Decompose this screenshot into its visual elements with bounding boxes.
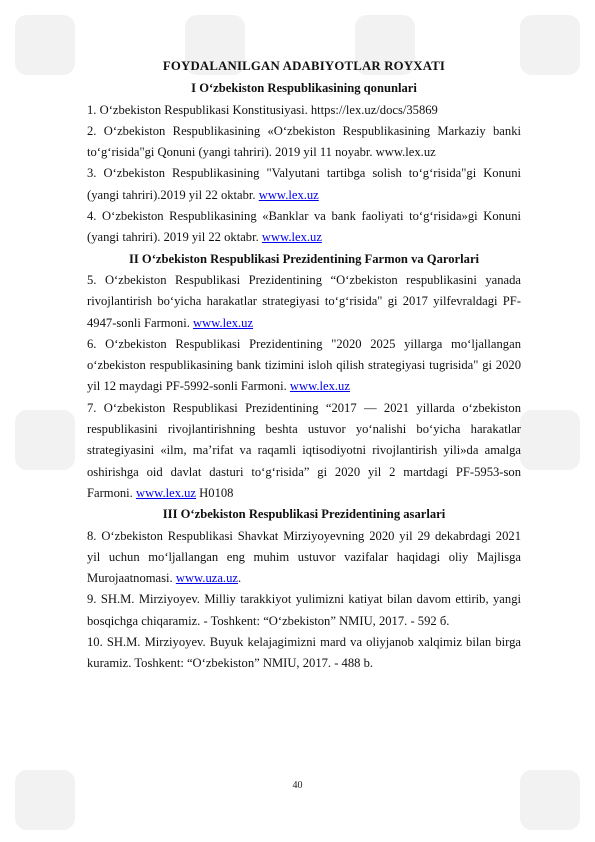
section-heading-laws: I O‘zbekiston Respublikasining qonunlari <box>191 81 417 96</box>
watermark-tile <box>520 15 580 75</box>
reference-item: 9. SH.M. Mirziyoyev. Milliy tarakkiyot yulimizni katiyat bilan davom ettirib, yangi bosqichga chiqaramiz. - Toshkent: “O‘zbekiston” NMIU, 2017. - 592 б. <box>87 592 521 628</box>
watermark-tile <box>520 770 580 830</box>
watermark-tile <box>15 15 75 75</box>
watermark-tile <box>15 410 75 470</box>
references-content <box>87 56 521 675</box>
reference-link[interactable]: www.lex.uz <box>289 379 350 394</box>
page-number: 40 <box>292 780 303 791</box>
reference-item: 1. O‘zbekiston Respublikasi Konstitusiyasi. https://lex.uz/docs/35869 <box>87 102 438 117</box>
reference-item: 8. O‘zbekiston Respublikasi Shavkat Mirziyoyevning 2020 yil 29 dekabrdagi 2021 yil uchun mo‘ljallangan eng muhim ustuvor vazifalar haqidagi oliy Majlisga Murojaatnomasi. www.uza.uz. <box>87 528 521 586</box>
reference-item: 6. O‘zbekiston Respublikasi Prezidentining "2020 2025 yillarga mo‘ljallangan o‘zbekiston respublikasining bank tizimini isloh qilish strategiyasi tugrisida" gi 2020 yil 12 maydagi PF-5992-sonli Farmoni. www.lex.uz <box>87 336 521 394</box>
reference-item: 3. O‘zbekiston Respublikasining "Valyutani tartibga solish to‘g‘risida"gi Konuni (yangi tahriri).2019 yil 22 oktabr. www.lex.uz <box>87 166 521 202</box>
watermark-tile <box>520 410 580 470</box>
reference-link[interactable]: www.lex.uz <box>193 315 254 330</box>
reference-link[interactable]: www.lex.uz <box>258 187 319 202</box>
reference-item: 7. O‘zbekiston Respublikasi Prezidentining “2017 — 2021 yillarda o‘zbekiston respublikasini rivojlantirishning beshta ustuvor yo‘nalishi bo‘yicha harakatlar strategiyasini «ilm, ma’rifat va raqamli iqtisodiyotni rivojlantirish yili»da amalga oshirishga oid davlat dasturi to‘g‘risida” gi 2020 yil 2 martdagi PF-5953-son Farmoni. www.lex.uz H0108 <box>87 400 521 500</box>
reference-item: 4. O‘zbekiston Respublikasining «Banklar va bank faoliyati to‘g‘risida»gi Konuni (yangi tahriri). 2019 yil 22 oktabr. www.lex.uz <box>87 209 521 245</box>
reference-item: 5. O‘zbekiston Respublikasi Prezidentining “O‘zbekiston respublikasini yanada rivojlantirish bo‘yicha harakatlar strategiyasi to‘g‘risida" gi 2017 yilfevraldagi PF-4947-sonli Farmoni. www.lex.uz <box>87 272 521 330</box>
section-heading-works: III O‘zbekiston Respublikasi Prezidentining asarlari <box>162 507 446 522</box>
watermark-tile <box>15 770 75 830</box>
reference-link[interactable]: www.lex.uz <box>261 230 322 245</box>
section-heading-decrees: II O‘zbekiston Respublikasi Prezidentining Farmon va Qarorlari <box>128 251 480 266</box>
reference-link[interactable]: www.lex.uz <box>135 485 197 500</box>
reference-item: 10. SH.M. Mirziyoyev. Buyuk kelajagimizni mard va oliyjanob xalqimiz bilan birga kuramiz. Toshkent: “O‘zbekiston” NMIU, 2017. - 488 b. <box>87 635 521 671</box>
reference-item: 2. O‘zbekiston Respublikasining «O‘zbekiston Respublikasining Markaziy banki to‘g‘risida"gi Qonuni (yangi tahriri). 2019 yil 11 noyabr. www.lex.uz <box>87 123 521 160</box>
references-title: FOYDALANILGAN ADABIYOTLAR ROYXATI <box>162 59 446 73</box>
reference-link[interactable]: www.uza.uz <box>175 571 238 586</box>
